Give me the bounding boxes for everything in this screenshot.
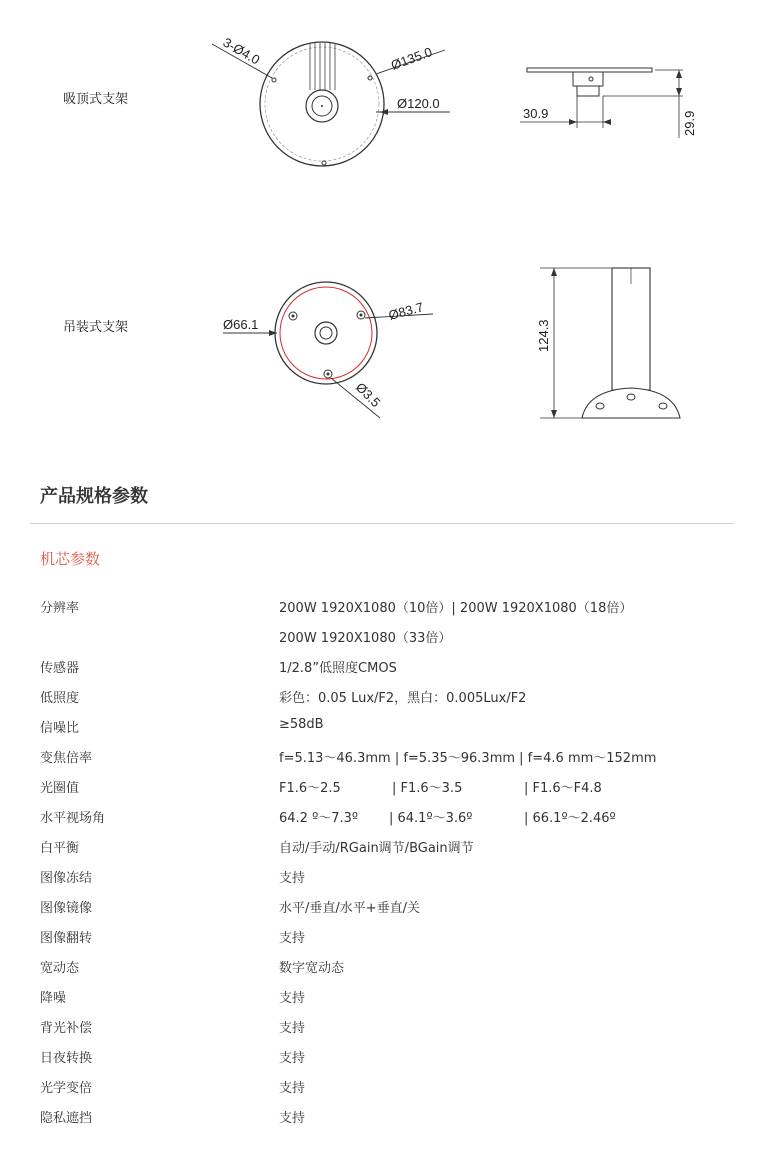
spec-label: 光圈值 (40, 781, 80, 796)
spec-label: 日夜转换 (40, 1051, 93, 1066)
spec-value: 彩色：0.05 Lux/F2，黑白：0.005Lux/F2 (279, 691, 527, 706)
spec-row (0, 923, 768, 953)
spec-row (0, 713, 768, 743)
spec-value: 支持 (279, 931, 306, 946)
spec-row (0, 833, 768, 863)
spec-label: 隐私遮挡 (40, 1111, 93, 1126)
spec-value: 支持 (279, 1111, 306, 1126)
spec-value: 200W 1920X1080（33倍） (279, 631, 452, 646)
spec-value-segment: F1.6～2.5 (279, 781, 341, 796)
pendant-mount-side-view (530, 262, 695, 427)
spec-row (0, 773, 768, 803)
spec-label: 宽动态 (40, 961, 80, 976)
spec-value: 支持 (279, 1081, 306, 1096)
spec-value: ≥58dB (279, 717, 324, 732)
spec-label: 图像镜像 (40, 901, 93, 916)
spec-value: 1/2.8”低照度CMOS (279, 661, 397, 676)
spec-value: 自动/手动/RGain调节/BGain调节 (279, 841, 474, 856)
spec-value: 200W 1920X1080（10倍）| 200W 1920X1080（18倍） (279, 601, 633, 616)
dim-width: 30.9 (523, 106, 549, 121)
spec-value-segment: | F1.6～F4.8 (524, 781, 602, 796)
spec-row (0, 863, 768, 893)
spec-label: 分辨率 (40, 601, 80, 616)
ceiling-mount-label: 吸顶式支架 (63, 92, 129, 107)
spec-row (0, 1013, 768, 1043)
spec-value: 水平/垂直/水平+垂直/关 (279, 901, 421, 916)
spec-label: 图像翻转 (40, 931, 93, 946)
spec-row (0, 743, 768, 773)
spec-row (0, 803, 768, 833)
spec-label: 低照度 (40, 691, 80, 706)
spec-row (0, 893, 768, 923)
spec-row (0, 653, 768, 683)
spec-value: 支持 (279, 1051, 306, 1066)
dim-holes: 3-Ø4.0 (220, 34, 263, 68)
spec-value: f=5.13～46.3mm | f=5.35～96.3mm | f=4.6 mm～152mm (279, 751, 657, 766)
spec-value-segment: | 66.1º～2.46º (524, 811, 616, 826)
spec-row (0, 1073, 768, 1103)
spec-row (0, 1103, 768, 1133)
spec-value-segment: | 64.1º～3.6º (389, 811, 473, 826)
spec-label: 背光补偿 (40, 1021, 93, 1036)
spec-label: 降噪 (40, 991, 67, 1006)
spec-row (0, 683, 768, 713)
spec-value: 数字宽动态 (279, 961, 345, 976)
spec-label: 信噪比 (40, 721, 80, 736)
spec-row (0, 983, 768, 1013)
ceiling-mount-top-view (200, 30, 470, 190)
spec-label: 变焦倍率 (40, 751, 93, 766)
pendant-mount-label: 吊装式支架 (63, 320, 129, 335)
spec-value: 支持 (279, 1021, 306, 1036)
dim-height: 29.9 (682, 110, 697, 136)
dim-inner: Ø120.0 (397, 96, 440, 111)
spec-value: 支持 (279, 991, 306, 1006)
spec-value: 支持 (279, 871, 306, 886)
dim-height: 124.3 (536, 319, 551, 352)
dim-outer: Ø135.0 (388, 44, 435, 73)
sub-section-title: 机芯参数 (40, 550, 101, 568)
dim-left: Ø66.1 (223, 317, 259, 332)
dim-hole: Ø3.5 (352, 379, 384, 411)
spec-row (0, 953, 768, 983)
section-title: 产品规格参数 (40, 486, 148, 507)
spec-value-segment: | F1.6～3.5 (392, 781, 463, 796)
spec-row (0, 623, 768, 653)
spec-label: 白平衡 (40, 841, 80, 856)
pendant-mount-top-view (215, 270, 445, 430)
ceiling-mount-side-view (515, 60, 705, 140)
spec-label: 光学变倍 (40, 1081, 93, 1096)
spec-row (0, 593, 768, 623)
spec-label: 水平视场角 (40, 811, 106, 826)
spec-row (0, 1043, 768, 1073)
section-divider (30, 523, 734, 524)
spec-label: 图像冻结 (40, 871, 93, 886)
spec-value-segment: 64.2 º～7.3º (279, 811, 359, 826)
spec-label: 传感器 (40, 661, 80, 676)
dim-right: Ø83.7 (386, 299, 425, 323)
